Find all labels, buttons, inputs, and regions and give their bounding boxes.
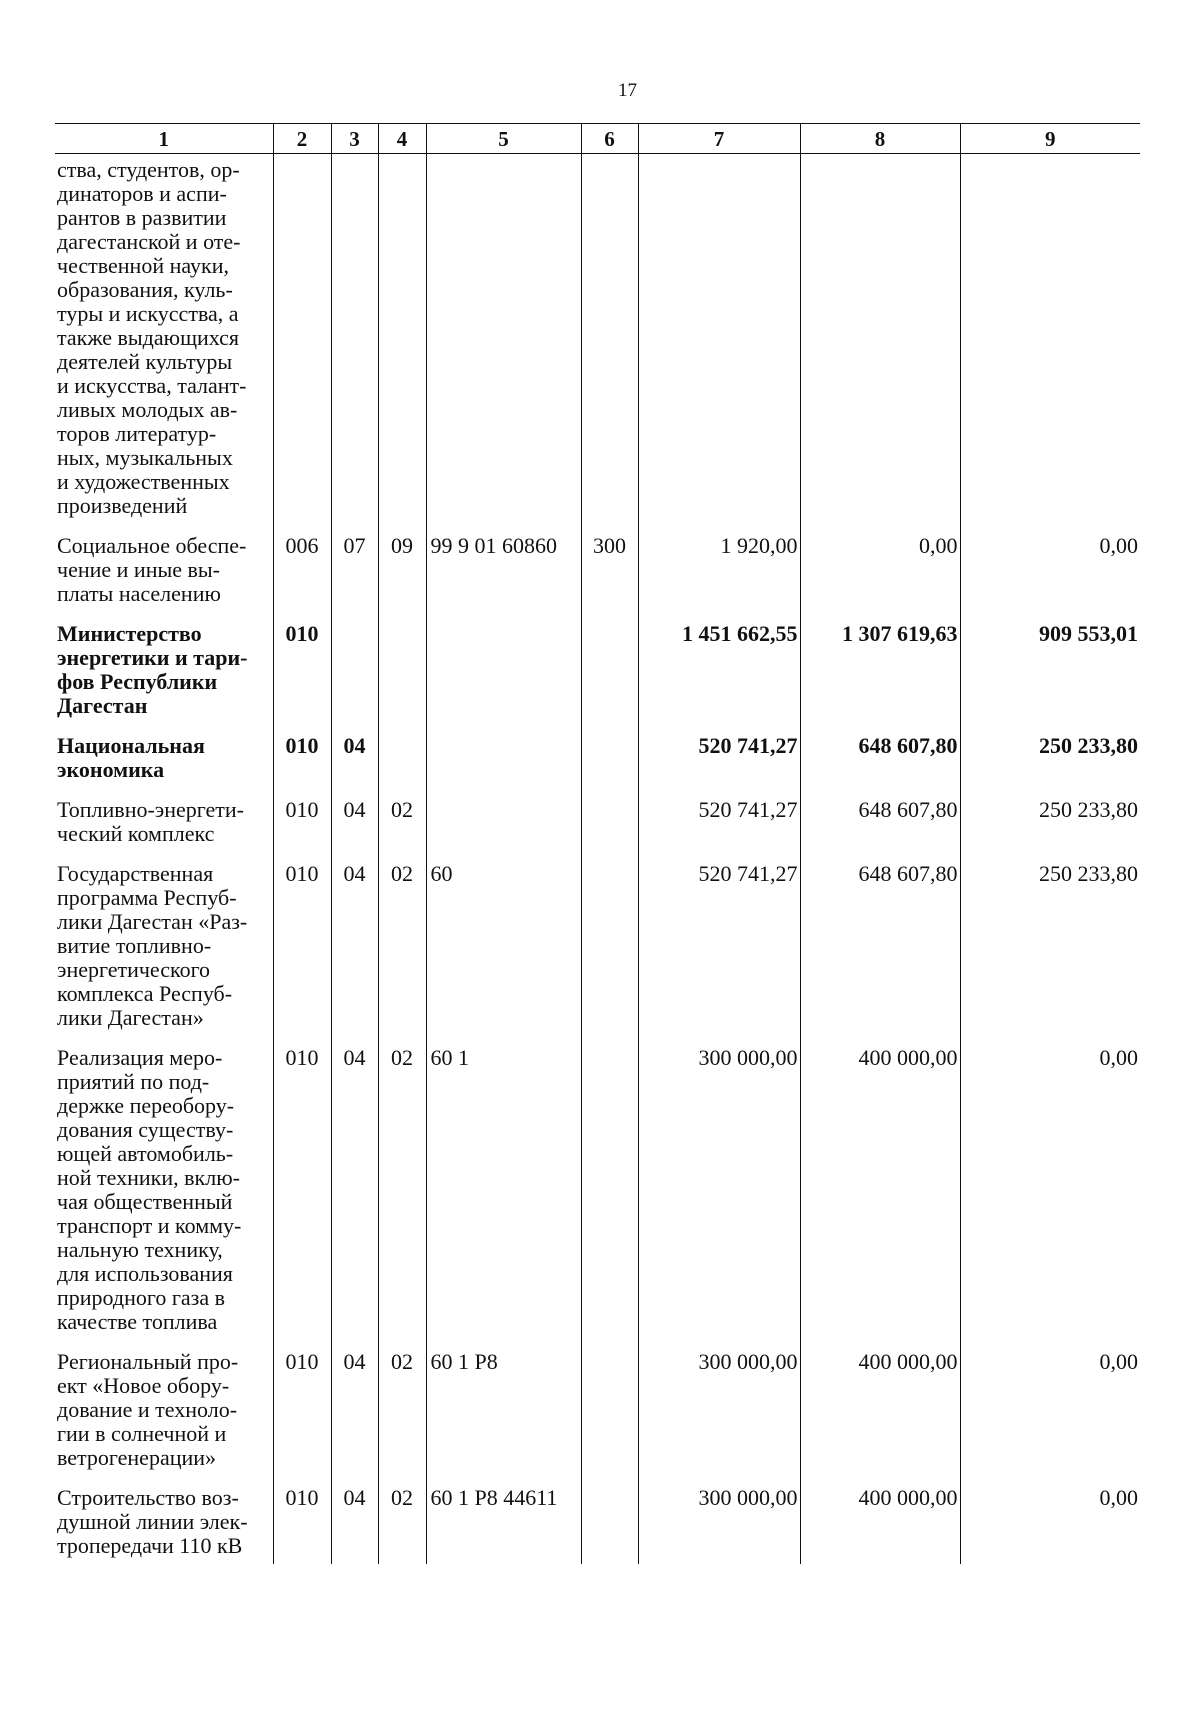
expense-type-code: [581, 154, 638, 535]
section-code: 04: [331, 1046, 378, 1350]
section-code: 07: [331, 534, 378, 622]
ministry-code: 010: [273, 862, 331, 1046]
amount-col-8: [800, 154, 960, 535]
target-article-code: [426, 798, 581, 862]
table-row: [55, 154, 1140, 535]
amount-col-8: 1 307 619,63: [800, 622, 960, 734]
header-col-8: 8: [800, 124, 960, 154]
amount-col-8: 400 000,00: [800, 1046, 960, 1350]
header-col-6: 6: [581, 124, 638, 154]
expense-type-code: [581, 862, 638, 1046]
row-name: Региональный про- ект «Новое обору- дование и техноло- гии в солнечной и ветрогенерации»: [57, 1349, 239, 1470]
row-name: Социальное обеспе- чение и иные вы- платы населению: [57, 533, 247, 606]
ministry-code: 006: [273, 534, 331, 622]
header-row: [55, 124, 1140, 154]
amount-col-9: 250 233,80: [960, 798, 1140, 862]
table-row: [55, 1350, 1140, 1486]
ministry-code: [273, 154, 331, 535]
amount-col-7: 520 741,27: [638, 798, 800, 862]
header-col-2: 2: [273, 124, 331, 154]
header-col-7: 7: [638, 124, 800, 154]
header-col-1: 1: [55, 124, 273, 154]
subsection-code: [378, 622, 426, 734]
expense-type-code: [581, 1046, 638, 1350]
table-row: [55, 734, 1140, 798]
target-article-code: [426, 154, 581, 535]
amount-col-7: 520 741,27: [638, 862, 800, 1046]
subsection-code: 09: [378, 534, 426, 622]
amount-col-8: 0,00: [800, 534, 960, 622]
amount-col-8: 648 607,80: [800, 734, 960, 798]
amount-col-9: 909 553,01: [960, 622, 1140, 734]
expense-type-code: [581, 798, 638, 862]
amount-col-9: [960, 154, 1140, 535]
expense-type-code: [581, 622, 638, 734]
table-row: [55, 534, 1140, 622]
header-col-5: 5: [426, 124, 581, 154]
amount-col-9: 0,00: [960, 1046, 1140, 1350]
section-code: 04: [331, 1486, 378, 1564]
amount-col-9: 0,00: [960, 1350, 1140, 1486]
table-row: [55, 622, 1140, 734]
amount-col-7: 1 920,00: [638, 534, 800, 622]
subsection-code: [378, 734, 426, 798]
target-article-code: 99 9 01 60860: [426, 534, 581, 622]
subsection-code: 02: [378, 1486, 426, 1564]
ministry-code: 010: [273, 1350, 331, 1486]
target-article-code: [426, 734, 581, 798]
budget-table: [55, 123, 1140, 1564]
table-row: [55, 1486, 1140, 1564]
subsection-code: 02: [378, 1046, 426, 1350]
table-row: [55, 862, 1140, 1046]
amount-col-9: 250 233,80: [960, 734, 1140, 798]
ministry-code: 010: [273, 734, 331, 798]
row-name: Топливно-энергети- ческий комплекс: [57, 797, 244, 846]
ministry-code: 010: [273, 1486, 331, 1564]
table-row: [55, 798, 1140, 862]
target-article-code: 60 1 P8 44611: [426, 1486, 581, 1564]
table-row: [55, 1046, 1140, 1350]
amount-col-7: 300 000,00: [638, 1046, 800, 1350]
section-code: [331, 154, 378, 535]
subsection-code: 02: [378, 1350, 426, 1486]
section-code: 04: [331, 798, 378, 862]
subsection-code: [378, 154, 426, 535]
ministry-code: 010: [273, 798, 331, 862]
ministry-code: 010: [273, 1046, 331, 1350]
section-code: [331, 622, 378, 734]
row-name: Строительство воз- душной линии элек- тропередачи 110 кВ: [57, 1485, 248, 1558]
row-name: Национальная экономика: [57, 733, 205, 782]
amount-col-7: 300 000,00: [638, 1350, 800, 1486]
target-article-code: 60 1: [426, 1046, 581, 1350]
ministry-code: 010: [273, 622, 331, 734]
target-article-code: 60 1 P8: [426, 1350, 581, 1486]
amount-col-7: 300 000,00: [638, 1486, 800, 1564]
section-code: 04: [331, 1350, 378, 1486]
section-code: 04: [331, 862, 378, 1046]
amount-col-8: 400 000,00: [800, 1350, 960, 1486]
expense-type-code: [581, 734, 638, 798]
amount-col-7: 520 741,27: [638, 734, 800, 798]
expense-type-code: 300: [581, 534, 638, 622]
header-col-9: 9: [960, 124, 1140, 154]
target-article-code: [426, 622, 581, 734]
expense-type-code: [581, 1486, 638, 1564]
amount-col-9: 250 233,80: [960, 862, 1140, 1046]
row-name: Государственная программа Респуб- лики Дагестан «Раз- витие топливно- энергетического комплекса Респуб- лики Дагестан»: [57, 861, 248, 1030]
row-name: Реализация меро- приятий по под- держке переобору- дования существу- ющей автомобиль- ной техники, вклю- чая общественный транспорт и комму- нальную технику, для использования природного газа в качестве топлива: [57, 1045, 242, 1334]
page-number: 17: [618, 80, 637, 101]
section-code: 04: [331, 734, 378, 798]
amount-col-9: 0,00: [960, 534, 1140, 622]
amount-col-7: [638, 154, 800, 535]
amount-col-7: 1 451 662,55: [638, 622, 800, 734]
target-article-code: 60: [426, 862, 581, 1046]
amount-col-8: 648 607,80: [800, 798, 960, 862]
amount-col-8: 648 607,80: [800, 862, 960, 1046]
subsection-code: 02: [378, 862, 426, 1046]
row-name: ства, студентов, ор- динаторов и аспи- рантов в развитии дагестанской и оте- чественной науки, образования, куль- туры и искусства, а также выдающихся деятелей культуры и искусства, талант- ливых молодых ав- торов литератур- ных, музыкальных и художественных произведений: [57, 157, 247, 518]
amount-col-9: 0,00: [960, 1486, 1140, 1564]
row-name: Министерство энергетики и тари- фов Республики Дагестан: [57, 621, 248, 718]
header-col-3: 3: [331, 124, 378, 154]
header-col-4: 4: [378, 124, 426, 154]
expense-type-code: [581, 1350, 638, 1486]
subsection-code: 02: [378, 798, 426, 862]
amount-col-8: 400 000,00: [800, 1486, 960, 1564]
